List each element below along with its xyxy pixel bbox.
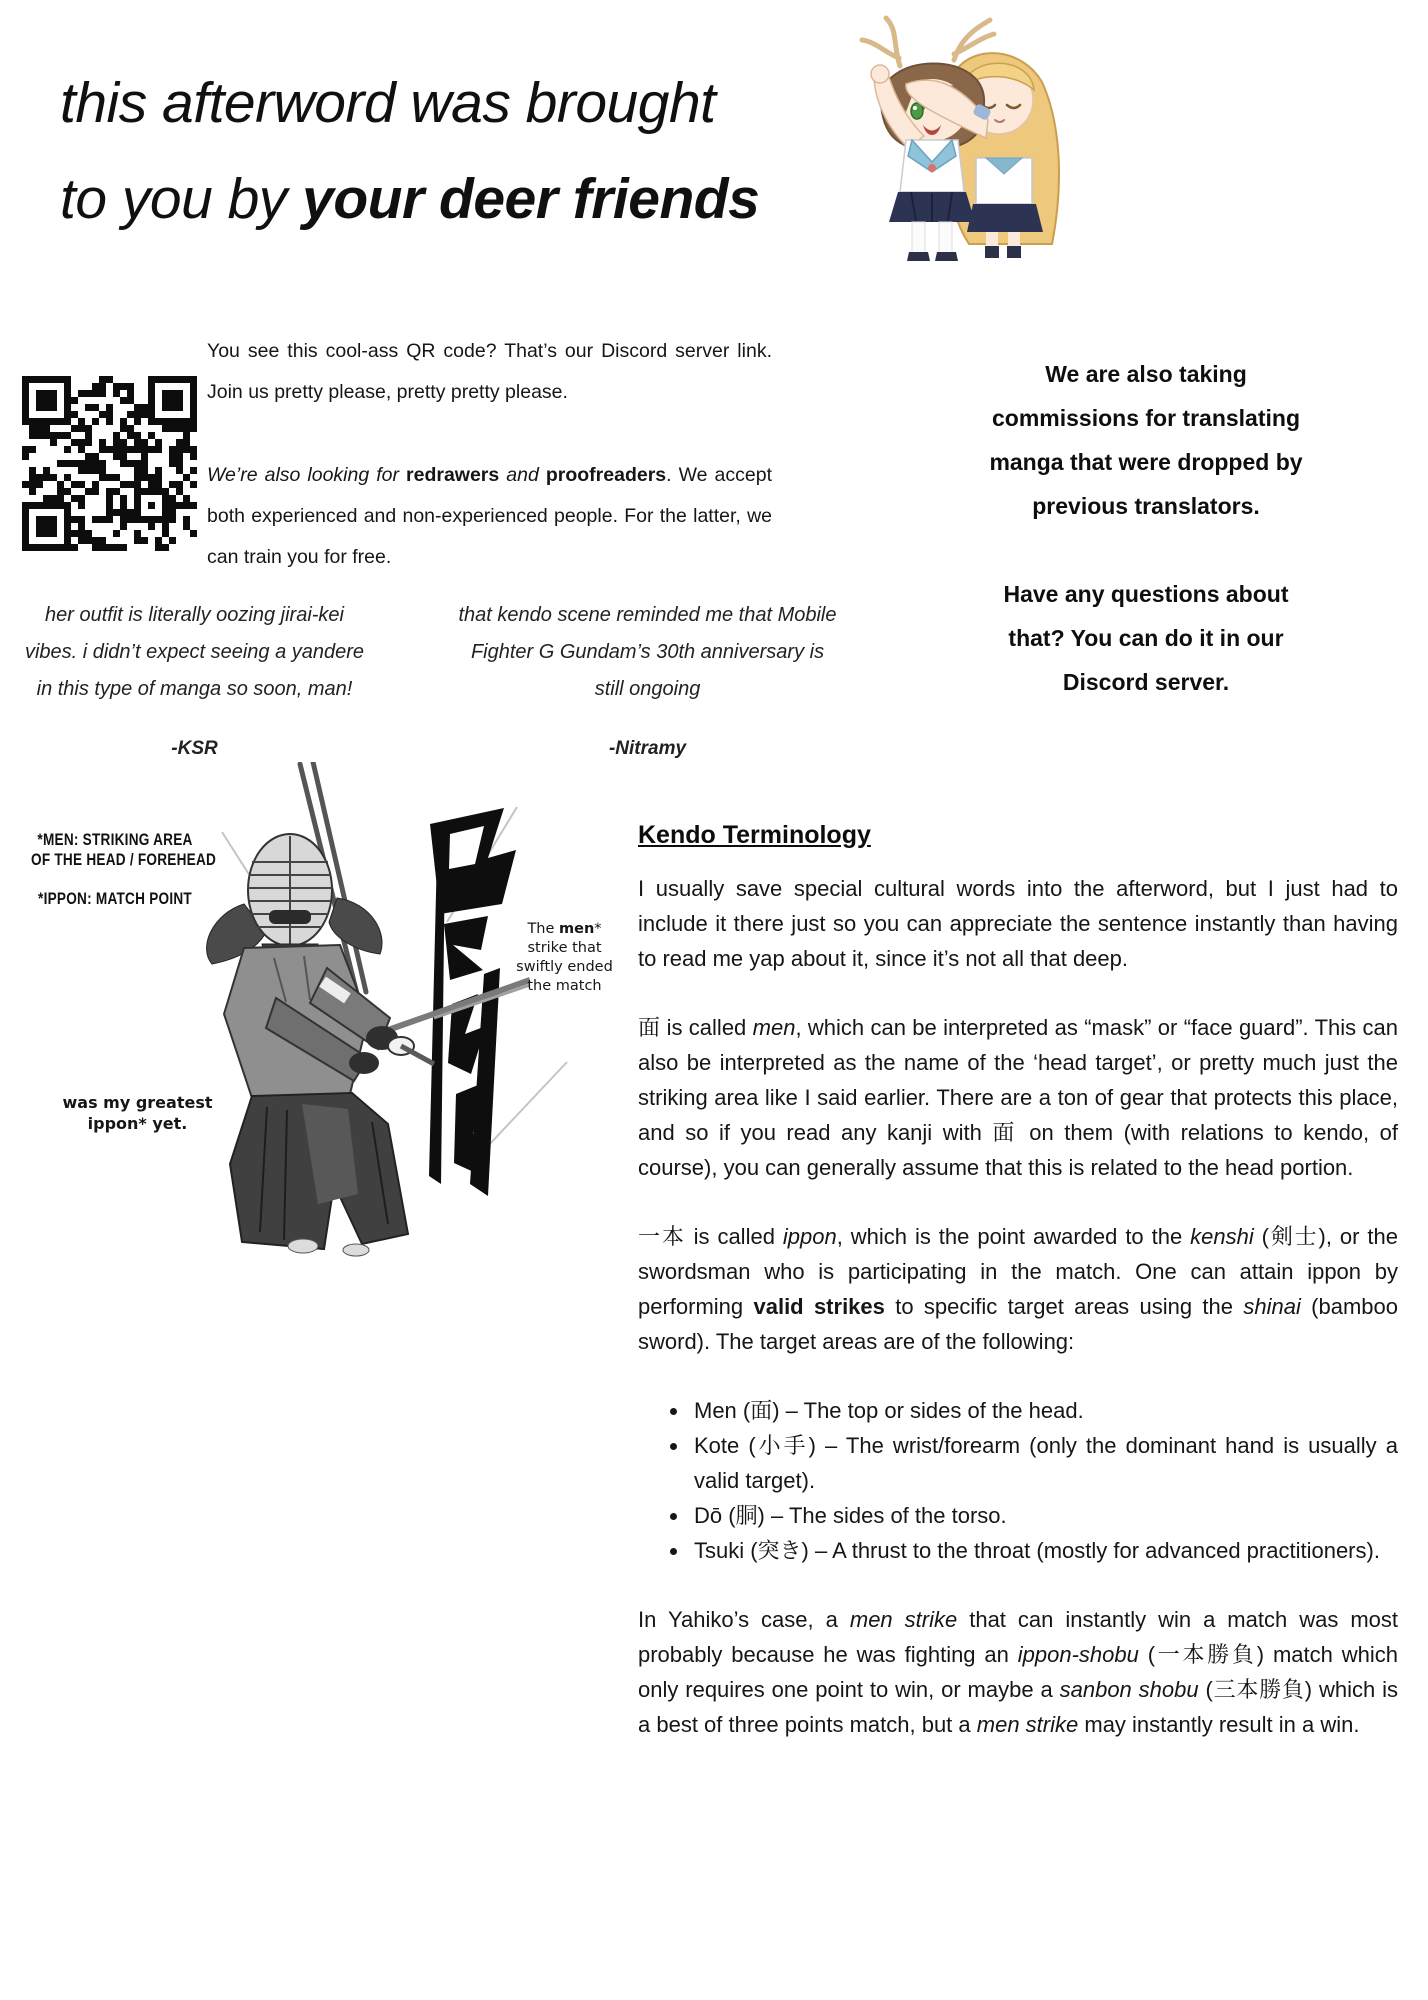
- list-item-do: • Dō (胴) – The sides of the torso.: [690, 1498, 1398, 1533]
- discord-qr-code: [18, 372, 201, 555]
- title-deer-friends: your deer friends: [302, 167, 760, 231]
- title-line-1: this afterword was brought: [60, 71, 716, 135]
- recruitment-paragraph: We’re also looking for redrawers and proofreaders. We accept both experienced and non-experienced people. For the latter, we can train you for free.: [207, 464, 772, 568]
- page-title: [60, 55, 860, 247]
- commissions-note: We are also taking commissions for translating manga that were dropped by previous translators.: [989, 361, 1303, 519]
- kendo-paragraph-yahiko: In Yahiko’s case, a men strike that can instantly win a match was most probably because he was fighting an ippon-shobu (一本勝負) match which only requires one point to win, or maybe a sanbon shobu (三本勝負) which is a best of three points match, but a men strike may instantly result in a win.: [638, 1607, 1399, 1737]
- deer-friends-chibi-illustration: [836, 8, 1076, 264]
- kendo-terminology-section: [638, 818, 1398, 1776]
- list-item-kote: • Kote (小手) – The wrist/forearm (only the dominant hand is usually a valid target).: [690, 1428, 1398, 1498]
- questions-note: Have any questions about that? You can do it in our Discord server.: [1003, 581, 1289, 695]
- translation-note-men: *MEN: STRIKING AREA OF THE HEAD / FOREHEAD: [31, 830, 217, 869]
- kendo-paragraph-men: 面 is called men, which can be interpreted as “mask” or “face guard”. This can also be interpreted as the name of the ‘head target’, or pretty much just the striking area like I said earlier. There are a ton of gear that protects this place, and so if you read any kanji with 面 on them (with relations to kendo, of course), you can generally assume that this is related to the head portion.: [638, 1015, 1398, 1180]
- kendo-target-list: [638, 1393, 1398, 1568]
- quote-text: that kendo scene reminded me that Mobile Fighter G Gundam’s 30th anniversary is still ongoing: [458, 604, 837, 700]
- kendo-paragraph-intro: I usually save special cultural words into the afterword, but I just had to include it there just so you can appreciate the sentence instantly than having to read me yap about it, since it’s not all that deep.: [638, 876, 1398, 971]
- qr-invite-paragraph: You see this cool-ass QR code? That’s our Discord server link. Join us pretty please, pretty pretty please.: [207, 340, 772, 403]
- side-column: [988, 352, 1304, 748]
- quote-text: her outfit is literally oozing jirai-kei vibes. i didn’t expect seeing a yandere in this type of manga so soon, man!: [24, 604, 365, 700]
- quote-author: -KSR: [171, 738, 218, 759]
- kendo-paragraph-ippon: 一本 is called ippon, which is the point awarded to the kenshi (剣士), or the swordsman who is participating in the match. One can attain ippon by performing valid strikes to specific target areas using the shinai (bamboo sword). The target areas are of the following:: [638, 1224, 1398, 1354]
- reader-quote-ksr: [22, 597, 367, 767]
- kendo-terminology-heading: Kendo Terminology: [638, 821, 871, 849]
- manga-caption-men-strike: The men* strike that swiftly ended the match: [516, 921, 613, 994]
- title-line-2: to you by your deer friends: [60, 167, 760, 231]
- intro-text: [207, 331, 772, 620]
- translation-note-ippon: *IPPON: MATCH POINT: [38, 889, 192, 908]
- list-item-tsuki: • Tsuki (突き) – A thrust to the throat (mostly for advanced practitioners).: [690, 1533, 1398, 1568]
- quote-author: -Nitramy: [608, 738, 687, 759]
- kendo-manga-panel: [182, 762, 607, 1260]
- list-item-men: • Men (面) – The top or sides of the head.: [690, 1393, 1398, 1428]
- manga-caption-ippon: was my greatest ippon* yet.: [62, 1093, 213, 1133]
- reader-quote-nitramy: [455, 597, 840, 767]
